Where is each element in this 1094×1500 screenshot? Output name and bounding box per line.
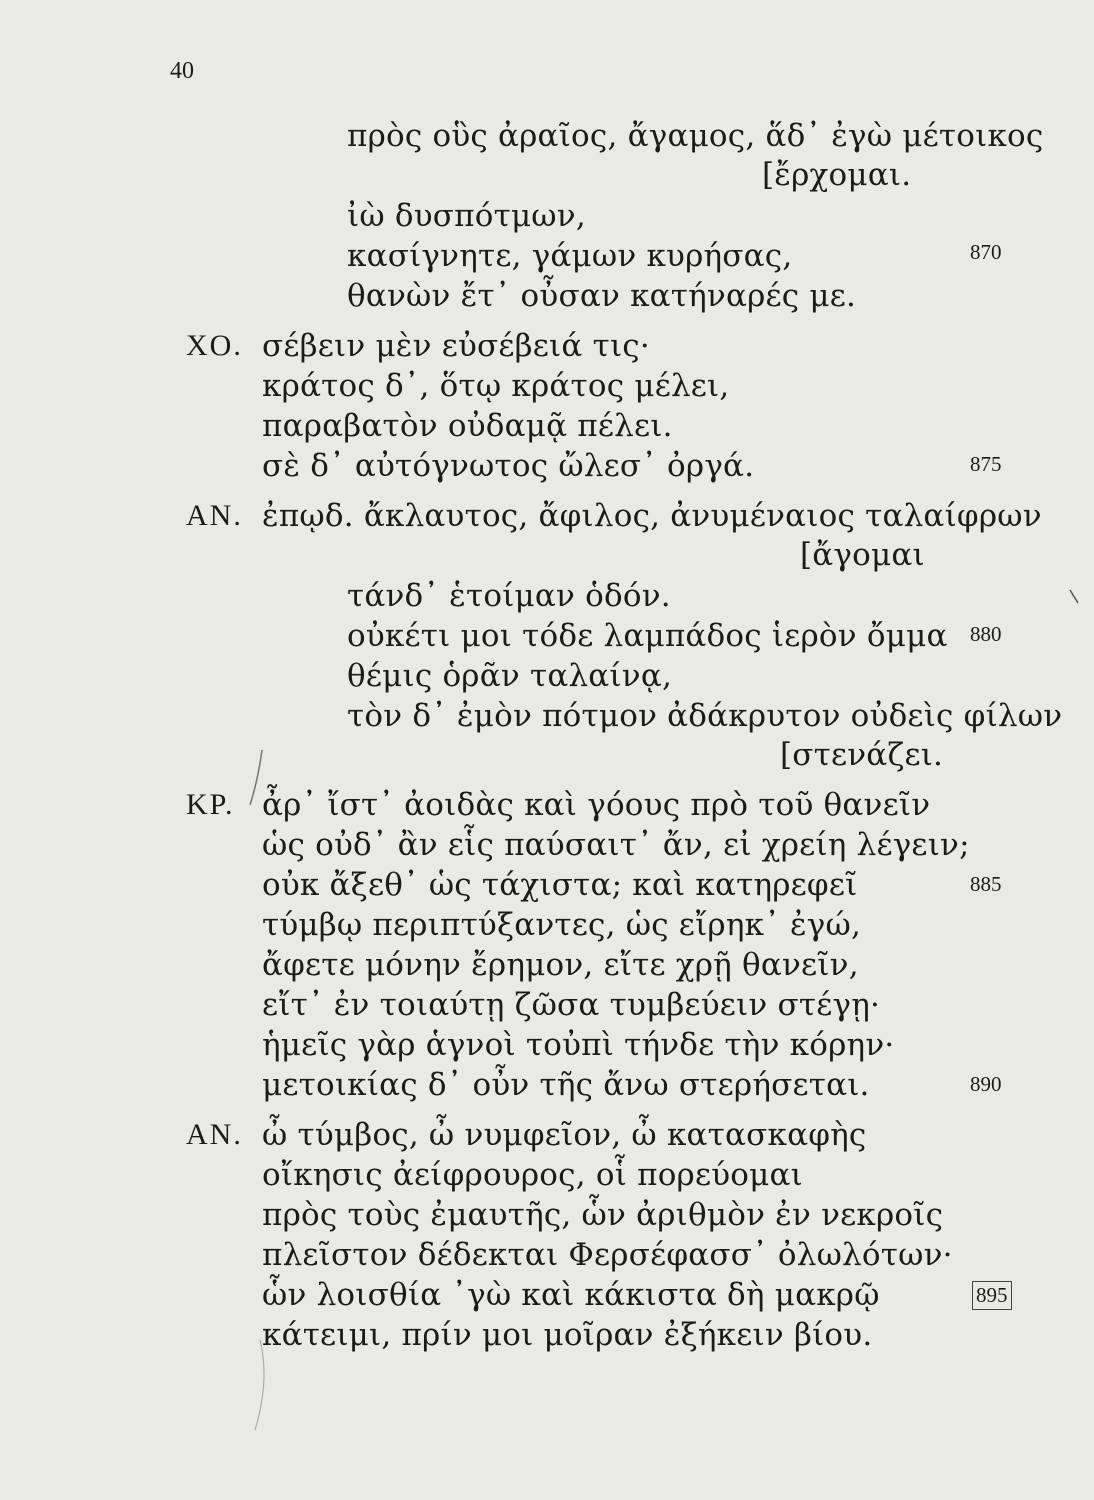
- verse-line: σέβειν μὲν εὐσέβειά τις·: [262, 328, 650, 364]
- verse-line: οἴκησις ἀείφρουρος, οἷ πορεύομαι: [262, 1157, 803, 1193]
- line-number: 875: [970, 452, 1002, 476]
- verse-line: τύμβῳ περιπτύξαντες, ὡς εἴρηκ᾽ ἐγώ,: [262, 907, 862, 943]
- speaker-label: ΑΝ.: [186, 499, 243, 532]
- verse-line: τάνδ᾽ ἑτοίμαν ὁδόν.: [347, 578, 671, 614]
- verse-line: κασίγνητε, γάμων κυρήσας,: [347, 238, 793, 274]
- verse-line: οὐκέτι μοι τόδε λαμπάδος ἱερὸν ὄμμα: [347, 618, 948, 654]
- verse-line: οὐκ ἄξεθ᾽ ὡς τάχιστα; καὶ κατηρεφεῖ: [262, 867, 858, 903]
- verse-line: ὧν λοισθία ᾽γὼ καὶ κάκιστα δὴ μακρῷ: [262, 1277, 880, 1313]
- verse-line: [ἄγομαι: [800, 537, 925, 573]
- line-number-boxed: 895: [972, 1281, 1012, 1310]
- verse-line: πρὸς οὓς ἀραῖος, ἄγαμος, ἅδ᾽ ἐγὼ μέτοικος: [347, 118, 1044, 154]
- line-number: 880: [970, 622, 1002, 646]
- verse-line: θέμις ὁρᾶν ταλαίνᾳ,: [347, 658, 673, 694]
- verse-line: κάτειμι, πρίν μοι μοῖραν ἐξήκειν βίου.: [262, 1317, 873, 1353]
- verse-line: κράτος δ᾽, ὅτῳ κράτος μέλει,: [262, 368, 730, 404]
- verse-line: σὲ δ᾽ αὐτόγνωτος ὤλεσ᾽ ὀργά.: [262, 448, 755, 484]
- verse-line: παραβατὸν οὐδαμᾷ πέλει.: [262, 408, 673, 444]
- verse-line: ὡς οὐδ᾽ ἂν εἷς παύσαιτ᾽ ἄν, εἰ χρείη λέγειν;: [262, 827, 970, 863]
- verse-line: μετοικίας δ᾽ οὖν τῆς ἄνω στερήσεται.: [262, 1067, 870, 1103]
- verse-line: πρὸς τοὺς ἐμαυτῆς, ὧν ἀριθμὸν ἐν νεκροῖς: [262, 1197, 944, 1233]
- speaker-label: ΑΝ.: [186, 1118, 243, 1151]
- verse-line: ἆρ᾽ ἴστ᾽ ἀοιδὰς καὶ γόους πρὸ τοῦ θανεῖν: [262, 787, 931, 823]
- line-number: 890: [970, 1072, 1002, 1096]
- verse-line: ὦ τύμβος, ὦ νυμφεῖον, ὦ κατασκαφὴς: [262, 1117, 867, 1153]
- page-number: 40: [170, 58, 194, 84]
- verse-line: ἰὼ δυσπότμων,: [347, 198, 586, 234]
- verse-line: [ἔρχομαι.: [762, 157, 912, 193]
- verse-line: πλεῖστον δέδεκται Φερσέφασσ᾽ ὀλωλότων·: [262, 1237, 953, 1273]
- speaker-label: ΚΡ.: [186, 788, 235, 821]
- verse-line: ἐπῳδ. ἄκλαυτος, ἄφιλος, ἀνυμέναιος ταλαίφρων: [262, 498, 1042, 534]
- line-number: 885: [970, 872, 1002, 896]
- verse-line: ἡμεῖς γὰρ ἁγνοὶ τοὐπὶ τήνδε τὴν κόρην·: [262, 1027, 895, 1063]
- speaker-label: ΧΟ.: [186, 329, 243, 362]
- verse-line: θανὼν ἔτ᾽ οὖσαν κατήναρές με.: [347, 278, 857, 314]
- verse-line: [στενάζει.: [780, 737, 944, 773]
- verse-line: ἄφετε μόνην ἔρημον, εἴτε χρῇ θανεῖν,: [262, 947, 859, 983]
- line-number: 870: [970, 240, 1002, 264]
- verse-line: τὸν δ᾽ ἐμὸν πότμον ἀδάκρυτον οὐδεὶς φίλων: [347, 698, 1063, 734]
- verse-line: εἴτ᾽ ἐν τοιαύτῃ ζῶσα τυμβεύειν στέγῃ·: [262, 987, 881, 1023]
